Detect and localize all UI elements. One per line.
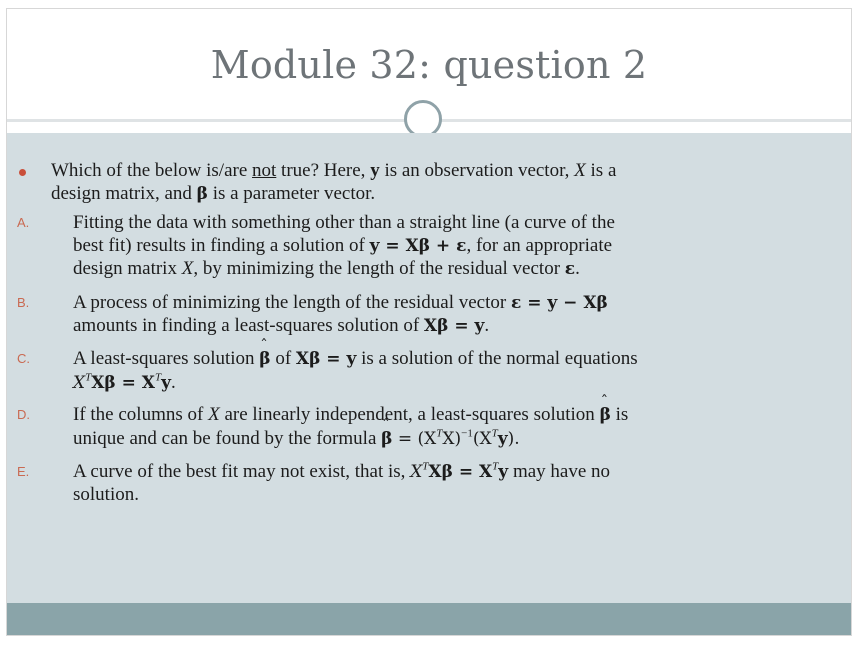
question-text: is an observation vector, bbox=[379, 160, 575, 181]
option-text: may have no bbox=[508, 461, 611, 482]
option-d-line-1 bbox=[73, 403, 628, 427]
symbol-x: X bbox=[208, 404, 220, 425]
superscript-t: T bbox=[422, 460, 429, 473]
formula: X) bbox=[442, 429, 462, 449]
option-text: , for an appropriate bbox=[466, 235, 613, 256]
symbol-beta-hat: ˆ β bbox=[600, 404, 611, 427]
question-text: is a parameter vector. bbox=[207, 183, 376, 204]
symbol-y: y bbox=[161, 373, 171, 393]
equation: Xβ = y bbox=[295, 349, 357, 369]
slide-content bbox=[7, 133, 851, 605]
option-text: amounts in finding a least-squares solution of bbox=[73, 315, 424, 336]
option-text: A process of minimizing the length of the residual vector bbox=[73, 292, 511, 313]
option-text: . bbox=[575, 258, 580, 279]
superscript-t: T bbox=[491, 427, 498, 440]
symbol-y: y bbox=[370, 160, 380, 181]
option-text: of bbox=[270, 348, 296, 369]
formula: ). bbox=[507, 429, 520, 449]
option-text: unique and can be found by the formula bbox=[73, 428, 382, 449]
option-letter-b: B. bbox=[17, 295, 30, 310]
question-text: is a bbox=[585, 160, 617, 181]
option-e-line-2: solution. bbox=[73, 484, 139, 505]
option-a-line-3 bbox=[73, 257, 580, 281]
symbol-x: X bbox=[410, 462, 423, 482]
option-text: , by minimizing the length of the residual vector bbox=[193, 258, 565, 279]
question-intro-line-2 bbox=[51, 182, 375, 206]
equation: Xβ = X bbox=[428, 462, 493, 482]
symbol-beta-hat: ˆ β bbox=[381, 428, 392, 451]
option-text: is a solution of the normal equations bbox=[356, 348, 638, 369]
symbol-y: y bbox=[497, 429, 508, 449]
bullet-icon bbox=[19, 169, 26, 176]
option-text: A least-squares solution bbox=[73, 348, 260, 369]
option-letter-d: D. bbox=[17, 407, 30, 422]
question-text: design matrix, and bbox=[51, 183, 197, 204]
symbol-beta-hat: ˆ β bbox=[259, 348, 270, 371]
symbol-epsilon: ε bbox=[564, 259, 576, 279]
question-intro-line-1 bbox=[51, 159, 616, 182]
question-emphasis-not: not bbox=[252, 160, 277, 181]
superscript-t: T bbox=[436, 427, 443, 440]
equation: y = Xβ + ε bbox=[369, 236, 467, 256]
option-text: If the columns of bbox=[73, 404, 209, 425]
superscript-inverse: −1 bbox=[461, 427, 473, 440]
option-b-line-1 bbox=[73, 291, 608, 315]
equation: Xβ = y bbox=[423, 316, 485, 336]
option-text: are linearly independent, a least-squares solution bbox=[219, 404, 600, 425]
title-area bbox=[7, 9, 851, 116]
option-text: is bbox=[610, 404, 629, 425]
symbol-x: X bbox=[73, 373, 86, 393]
option-letter-e: E. bbox=[17, 464, 30, 479]
option-text: . bbox=[484, 315, 490, 336]
option-c-line-2 bbox=[73, 371, 176, 395]
formula: (X bbox=[472, 429, 492, 449]
formula: = (X bbox=[392, 429, 437, 449]
option-c-line-1 bbox=[73, 347, 638, 371]
superscript-t: T bbox=[492, 460, 499, 473]
option-a-line-1: Fitting the data with something other than a straight line (a curve of the bbox=[73, 212, 615, 233]
slide bbox=[6, 8, 852, 636]
option-text: A curve of the best fit may not exist, that is, bbox=[73, 461, 411, 482]
symbol-beta: β bbox=[196, 184, 208, 204]
option-a-line-2 bbox=[73, 234, 612, 258]
option-letter-c: C. bbox=[17, 351, 30, 366]
equation: ε = y − Xβ bbox=[510, 293, 608, 313]
option-letter-a: A. bbox=[17, 215, 30, 230]
option-text: design matrix bbox=[73, 258, 182, 279]
symbol-y: y bbox=[498, 462, 509, 482]
option-text: best fit) results in finding a solution of bbox=[73, 235, 370, 256]
slide-title: Module 32: question 2 bbox=[210, 43, 648, 87]
option-b-line-2 bbox=[73, 314, 489, 338]
superscript-t: T bbox=[85, 371, 92, 384]
option-e-line-1 bbox=[73, 460, 610, 484]
option-text: . bbox=[171, 372, 176, 393]
option-d-line-2 bbox=[73, 427, 520, 451]
question-text: true? Here, bbox=[276, 160, 371, 181]
symbol-x: X bbox=[181, 258, 194, 279]
symbol-x: X bbox=[574, 160, 586, 181]
footer-bar bbox=[7, 603, 851, 635]
superscript-t: T bbox=[154, 371, 162, 384]
equation: Xβ = X bbox=[91, 373, 155, 393]
question-text: Which of the below is/are bbox=[51, 160, 253, 181]
